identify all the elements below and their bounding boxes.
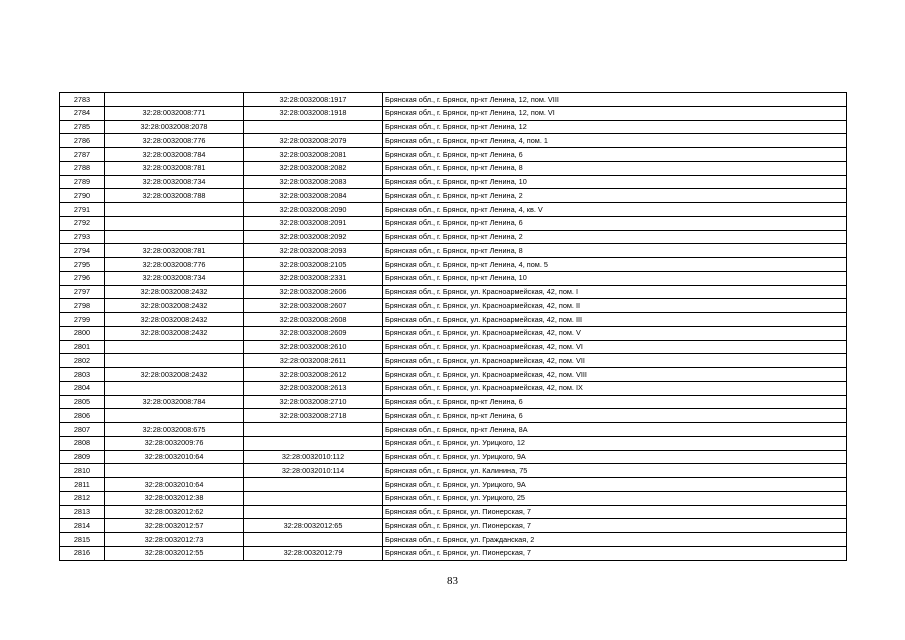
address-cell: Брянская обл., г. Брянск, ул. Гражданская, 2: [383, 533, 847, 547]
property-table: [59, 92, 847, 561]
cadastral-number-1-cell: [105, 381, 244, 395]
cadastral-number-2-cell: 32:28:0032008:2090: [244, 203, 383, 217]
table-row: [60, 216, 847, 230]
cadastral-number-1-cell: 32:28:0032008:2432: [105, 368, 244, 382]
cadastral-number-1-cell: [105, 354, 244, 368]
address-cell: Брянская обл., г. Брянск, пр-кт Ленина, 6: [383, 216, 847, 230]
row-number-cell: 2815: [60, 533, 105, 547]
table-row: [60, 505, 847, 519]
table-body: [60, 93, 847, 561]
cadastral-number-2-cell: [244, 491, 383, 505]
table-row: [60, 244, 847, 258]
cadastral-number-2-cell: [244, 436, 383, 450]
cadastral-number-1-cell: 32:28:0032008:2078: [105, 120, 244, 134]
cadastral-number-2-cell: 32:28:0032008:2084: [244, 189, 383, 203]
cadastral-number-2-cell: 32:28:0032008:2607: [244, 299, 383, 313]
cadastral-number-1-cell: 32:28:0032008:776: [105, 134, 244, 148]
address-cell: Брянская обл., г. Брянск, ул. Урицкого, 12: [383, 436, 847, 450]
cadastral-number-2-cell: 32:28:0032008:2606: [244, 285, 383, 299]
row-number-cell: 2789: [60, 175, 105, 189]
cadastral-number-1-cell: 32:28:0032008:734: [105, 271, 244, 285]
table-row: [60, 271, 847, 285]
address-cell: Брянская обл., г. Брянск, ул. Урицкого, 9А: [383, 478, 847, 492]
cadastral-number-1-cell: 32:28:0032008:2432: [105, 313, 244, 327]
table-row: [60, 340, 847, 354]
address-cell: Брянская обл., г. Брянск, ул. Красноармейская, 42, пом. V: [383, 326, 847, 340]
row-number-cell: 2786: [60, 134, 105, 148]
row-number-cell: 2816: [60, 546, 105, 560]
row-number-cell: 2783: [60, 93, 105, 107]
table-row: [60, 381, 847, 395]
cadastral-number-1-cell: [105, 230, 244, 244]
row-number-cell: 2790: [60, 189, 105, 203]
table-row: [60, 368, 847, 382]
address-cell: Брянская обл., г. Брянск, пр-кт Ленина, 6: [383, 409, 847, 423]
cadastral-number-2-cell: 32:28:0032008:2091: [244, 216, 383, 230]
row-number-cell: 2791: [60, 203, 105, 217]
row-number-cell: 2798: [60, 299, 105, 313]
row-number-cell: 2788: [60, 161, 105, 175]
table-row: [60, 423, 847, 437]
cadastral-number-2-cell: 32:28:0032008:2079: [244, 134, 383, 148]
table-row: [60, 161, 847, 175]
row-number-cell: 2810: [60, 464, 105, 478]
row-number-cell: 2787: [60, 148, 105, 162]
cadastral-number-1-cell: 32:28:0032012:38: [105, 491, 244, 505]
cadastral-number-2-cell: 32:28:0032008:2331: [244, 271, 383, 285]
cadastral-number-1-cell: 32:28:0032008:788: [105, 189, 244, 203]
row-number-cell: 2807: [60, 423, 105, 437]
address-cell: Брянская обл., г. Брянск, ул. Красноармейская, 42, пом. I: [383, 285, 847, 299]
table-row: [60, 148, 847, 162]
table-row: [60, 450, 847, 464]
table-row: [60, 395, 847, 409]
cadastral-number-1-cell: [105, 93, 244, 107]
row-number-cell: 2797: [60, 285, 105, 299]
cadastral-number-2-cell: [244, 533, 383, 547]
cadastral-number-2-cell: 32:28:0032008:2613: [244, 381, 383, 395]
table-row: [60, 326, 847, 340]
address-cell: Брянская обл., г. Брянск, пр-кт Ленина, 2: [383, 230, 847, 244]
row-number-cell: 2792: [60, 216, 105, 230]
address-cell: Брянская обл., г. Брянск, пр-кт Ленина, 12, пом. VI: [383, 106, 847, 120]
row-number-cell: 2800: [60, 326, 105, 340]
cadastral-number-1-cell: 32:28:0032008:2432: [105, 299, 244, 313]
row-number-cell: 2795: [60, 258, 105, 272]
row-number-cell: 2803: [60, 368, 105, 382]
cadastral-number-2-cell: [244, 505, 383, 519]
address-cell: Брянская обл., г. Брянск, пр-кт Ленина, 12, пом. VIII: [383, 93, 847, 107]
cadastral-number-2-cell: 32:28:0032012:79: [244, 546, 383, 560]
row-number-cell: 2808: [60, 436, 105, 450]
cadastral-number-2-cell: [244, 120, 383, 134]
row-number-cell: 2804: [60, 381, 105, 395]
cadastral-number-1-cell: 32:28:0032008:2432: [105, 285, 244, 299]
row-number-cell: 2793: [60, 230, 105, 244]
cadastral-number-1-cell: [105, 340, 244, 354]
cadastral-number-1-cell: 32:28:0032008:2432: [105, 326, 244, 340]
row-number-cell: 2809: [60, 450, 105, 464]
row-number-cell: 2796: [60, 271, 105, 285]
cadastral-number-2-cell: 32:28:0032008:2610: [244, 340, 383, 354]
row-number-cell: 2811: [60, 478, 105, 492]
cadastral-number-2-cell: [244, 423, 383, 437]
row-number-cell: 2802: [60, 354, 105, 368]
row-number-cell: 2801: [60, 340, 105, 354]
cadastral-number-2-cell: 32:28:0032010:112: [244, 450, 383, 464]
address-cell: Брянская обл., г. Брянск, ул. Красноармейская, 42, пом. II: [383, 299, 847, 313]
address-cell: Брянская обл., г. Брянск, ул. Калинина, 75: [383, 464, 847, 478]
address-cell: Брянская обл., г. Брянск, пр-кт Ленина, 6: [383, 148, 847, 162]
cadastral-number-1-cell: 32:28:0032012:57: [105, 519, 244, 533]
cadastral-number-2-cell: 32:28:0032008:2609: [244, 326, 383, 340]
table-row: [60, 203, 847, 217]
cadastral-number-1-cell: 32:28:0032012:62: [105, 505, 244, 519]
table-row: [60, 533, 847, 547]
cadastral-number-1-cell: 32:28:0032012:55: [105, 546, 244, 560]
table-row: [60, 299, 847, 313]
table-row: [60, 120, 847, 134]
address-cell: Брянская обл., г. Брянск, ул. Красноармейская, 42, пом. III: [383, 313, 847, 327]
table-row: [60, 519, 847, 533]
cadastral-number-1-cell: 32:28:0032008:771: [105, 106, 244, 120]
cadastral-number-2-cell: 32:28:0032008:2092: [244, 230, 383, 244]
table-row: [60, 546, 847, 560]
cadastral-number-1-cell: [105, 464, 244, 478]
cadastral-number-2-cell: 32:28:0032012:65: [244, 519, 383, 533]
table-row: [60, 134, 847, 148]
cadastral-number-1-cell: [105, 216, 244, 230]
cadastral-number-2-cell: 32:28:0032008:2611: [244, 354, 383, 368]
row-number-cell: 2799: [60, 313, 105, 327]
cadastral-number-1-cell: 32:28:0032008:675: [105, 423, 244, 437]
cadastral-number-1-cell: 32:28:0032012:73: [105, 533, 244, 547]
cadastral-number-2-cell: 32:28:0032008:1917: [244, 93, 383, 107]
table-row: [60, 230, 847, 244]
row-number-cell: 2806: [60, 409, 105, 423]
row-number-cell: 2805: [60, 395, 105, 409]
cadastral-number-1-cell: 32:28:0032008:781: [105, 244, 244, 258]
table-row: [60, 478, 847, 492]
cadastral-number-2-cell: 32:28:0032008:2093: [244, 244, 383, 258]
cadastral-number-2-cell: 32:28:0032008:1918: [244, 106, 383, 120]
address-cell: Брянская обл., г. Брянск, ул. Пионерская, 7: [383, 519, 847, 533]
table-row: [60, 436, 847, 450]
address-cell: Брянская обл., г. Брянск, пр-кт Ленина, 8: [383, 244, 847, 258]
address-cell: Брянская обл., г. Брянск, пр-кт Ленина, 6: [383, 395, 847, 409]
address-cell: Брянская обл., г. Брянск, ул. Пионерская, 7: [383, 546, 847, 560]
cadastral-number-1-cell: 32:28:0032010:64: [105, 478, 244, 492]
address-cell: Брянская обл., г. Брянск, пр-кт Ленина, 8А: [383, 423, 847, 437]
address-cell: Брянская обл., г. Брянск, ул. Пионерская, 7: [383, 505, 847, 519]
table-row: [60, 491, 847, 505]
table-row: [60, 93, 847, 107]
address-cell: Брянская обл., г. Брянск, ул. Красноармейская, 42, пом. IX: [383, 381, 847, 395]
cadastral-number-2-cell: 32:28:0032008:2612: [244, 368, 383, 382]
table-row: [60, 313, 847, 327]
table-row: [60, 285, 847, 299]
row-number-cell: 2814: [60, 519, 105, 533]
cadastral-number-1-cell: 32:28:0032008:784: [105, 395, 244, 409]
page-number: 83: [447, 575, 458, 587]
cadastral-number-1-cell: 32:28:0032008:734: [105, 175, 244, 189]
cadastral-number-1-cell: 32:28:0032008:784: [105, 148, 244, 162]
table-row: [60, 175, 847, 189]
row-number-cell: 2812: [60, 491, 105, 505]
cadastral-number-1-cell: [105, 409, 244, 423]
table-row: [60, 464, 847, 478]
address-cell: Брянская обл., г. Брянск, пр-кт Ленина, 8: [383, 161, 847, 175]
table-row: [60, 354, 847, 368]
address-cell: Брянская обл., г. Брянск, пр-кт Ленина, 4, пом. 5: [383, 258, 847, 272]
cadastral-number-2-cell: 32:28:0032008:2081: [244, 148, 383, 162]
address-cell: Брянская обл., г. Брянск, ул. Красноармейская, 42, пом. VI: [383, 340, 847, 354]
cadastral-number-1-cell: 32:28:0032008:781: [105, 161, 244, 175]
address-cell: Брянская обл., г. Брянск, ул. Красноармейская, 42, пом. VII: [383, 354, 847, 368]
table-row: [60, 258, 847, 272]
address-cell: Брянская обл., г. Брянск, пр-кт Ленина, 12: [383, 120, 847, 134]
address-cell: Брянская обл., г. Брянск, пр-кт Ленина, 4, кв. V: [383, 203, 847, 217]
address-cell: Брянская обл., г. Брянск, пр-кт Ленина, 2: [383, 189, 847, 203]
address-cell: Брянская обл., г. Брянск, ул. Урицкого, 9А: [383, 450, 847, 464]
table-row: [60, 409, 847, 423]
address-cell: Брянская обл., г. Брянск, пр-кт Ленина, 10: [383, 271, 847, 285]
row-number-cell: 2784: [60, 106, 105, 120]
table-row: [60, 189, 847, 203]
cadastral-number-2-cell: 32:28:0032008:2105: [244, 258, 383, 272]
address-cell: Брянская обл., г. Брянск, ул. Красноармейская, 42, пом. VIII: [383, 368, 847, 382]
cadastral-number-2-cell: 32:28:0032008:2608: [244, 313, 383, 327]
table-row: [60, 106, 847, 120]
cadastral-number-2-cell: [244, 478, 383, 492]
row-number-cell: 2794: [60, 244, 105, 258]
address-cell: Брянская обл., г. Брянск, ул. Урицкого, 25: [383, 491, 847, 505]
cadastral-number-2-cell: 32:28:0032008:2082: [244, 161, 383, 175]
address-cell: Брянская обл., г. Брянск, пр-кт Ленина, 4, пом. 1: [383, 134, 847, 148]
cadastral-number-2-cell: 32:28:0032008:2710: [244, 395, 383, 409]
address-cell: Брянская обл., г. Брянск, пр-кт Ленина, 10: [383, 175, 847, 189]
row-number-cell: 2785: [60, 120, 105, 134]
cadastral-number-2-cell: 32:28:0032008:2718: [244, 409, 383, 423]
cadastral-number-2-cell: 32:28:0032010:114: [244, 464, 383, 478]
cadastral-number-1-cell: 32:28:0032008:776: [105, 258, 244, 272]
cadastral-number-1-cell: [105, 203, 244, 217]
cadastral-number-1-cell: 32:28:0032009:76: [105, 436, 244, 450]
cadastral-number-1-cell: 32:28:0032010:64: [105, 450, 244, 464]
cadastral-number-2-cell: 32:28:0032008:2083: [244, 175, 383, 189]
row-number-cell: 2813: [60, 505, 105, 519]
